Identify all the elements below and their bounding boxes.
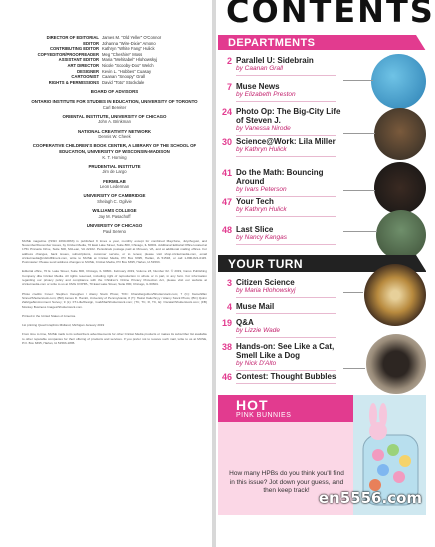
- staff-role: ASSISTANT EDITOR: [58, 57, 99, 63]
- toc-entry[interactable]: [218, 318, 343, 338]
- staff-name: Meg "Cheshire" Moss: [102, 51, 143, 57]
- entry-title: Last Slice: [236, 225, 274, 234]
- entry-title: Muse Mail: [236, 302, 275, 311]
- staff-name: Maria "Mehitabel" Hlohowskyj: [102, 57, 158, 63]
- column-gutter: [212, 0, 216, 547]
- page-number: 46: [221, 372, 232, 382]
- bunny-illustration: [318, 395, 426, 515]
- entry-byline: by Ivars Peterson: [236, 186, 287, 193]
- staff-list: [22, 35, 207, 85]
- entry-divider: [236, 216, 336, 217]
- staff-name: Nicole "Scooby-Doo" Welch: [102, 62, 154, 68]
- page-number: 47: [221, 197, 232, 207]
- entry-title: Citizen Science: [236, 278, 295, 287]
- staff-name: Kathryn "White Fang" Hulick: [102, 46, 155, 52]
- staff-role: ART DIRECTOR: [67, 62, 99, 68]
- masthead: [22, 35, 207, 345]
- entry-title: Q&A: [236, 318, 254, 327]
- entry-byline: by Caanan Grall: [236, 65, 283, 72]
- toc-entry[interactable]: [218, 225, 343, 245]
- advisor-institution: NATIONAL CREATIVITY NETWORK: [77, 128, 152, 134]
- hot-pink-bunnies-header: [218, 395, 353, 422]
- entry-divider: [236, 101, 336, 102]
- advisor-institution: PRUDENTIAL INSTITUTE: [88, 163, 141, 169]
- hot-bunnies-text: How many HPBs do you think you'll find in this issue? Jot down your guess, and then keep track!: [229, 470, 344, 494]
- entry-byline: by Nancy Kangas: [236, 234, 287, 241]
- pointer-line: [343, 190, 375, 191]
- hot-title: HOT: [236, 397, 269, 413]
- advisor-institution: ORIENTAL INSTITUTE, UNIVERSITY OF CHICAGO: [62, 113, 167, 119]
- staff-name: David "Toto" Stockdale: [102, 79, 145, 85]
- entry-byline: by Kathryn Hulick: [236, 146, 287, 153]
- staff-role: CARTOONIST: [71, 74, 99, 80]
- toc-entry[interactable]: [218, 82, 343, 102]
- toc-entry[interactable]: [218, 107, 343, 136]
- page-number: 19: [221, 318, 232, 328]
- entry-byline: by Lizzie Wade: [236, 327, 280, 334]
- watermark: en5556.com: [318, 489, 422, 507]
- entry-divider: [236, 337, 336, 338]
- staff-role: DIRECTOR OF EDITORIAL: [46, 35, 99, 40]
- fineprint-paragraph: Photo credits: Cover: Stephen Voneghen / Alamy Stock Photo; TOC: Chandlerguilton/Shutterstock.com; 7 (C): KamolWan Sinnet/Shutterstock.com; (BR) James D. Hamitt, University of Pennsylvania; 8 (T): Hatrel Kaluzhnyy / Alamy Stock Photo; (BC) Quinn Zabrige/Environment Survey; 9 (L): FT-Lille/Design, GudZiba/Shutterstock.com; (TC, TC, R, TC, E): Oscalar/Shutterstock.com; (FB) Monkey Business Images/Shutterstock.com.: [22, 291, 207, 309]
- your-turn-header: YOUR TURN: [218, 255, 426, 272]
- page-number: 7: [226, 82, 232, 92]
- advisor-institution: FERMILAB: [103, 178, 126, 184]
- entry-title: Do the Math: Bouncing Around: [236, 168, 324, 186]
- page-number: 2: [226, 56, 232, 66]
- fineprint-paragraph: Editorial office, 70 E. Lake Street, Suite 800, Chicago, IL 60601. February 2019, Volume 23, Number 02. © 2019, Carus Publishing Company dba Cricket Media. All rights reserved, including right of reproduction in whole or in part, in any form. For information regarding our privacy policy and compliance with the Children's Online Privacy Protection Act, please visit our website at cricketmedia.com or write to us at CMG COPPA, 70 East Lake Street, Suite 800, Chicago, IL 60601.: [22, 269, 207, 287]
- advisor-name: Shelagh C. Ogilvie: [97, 198, 132, 204]
- entry-title: Muse News: [236, 82, 280, 91]
- toc-entry[interactable]: [218, 56, 343, 76]
- toc-entry[interactable]: [218, 197, 343, 217]
- pointer-line: [343, 368, 365, 369]
- page-number: 41: [221, 168, 232, 178]
- advisors-list: [22, 89, 207, 233]
- advisor-institution: WILLIAMS COLLEGE: [92, 208, 137, 214]
- staff-name: Caanan "Snoopy" Grall: [102, 74, 146, 80]
- advisor-institution: UNIVERSITY OF CAMBRIDGE: [83, 193, 146, 199]
- page-title: CONTENTS: [226, 0, 435, 30]
- advisor-institution: BOARD OF ADVISORS: [90, 89, 139, 95]
- advisor-name: Carl Bereiter: [102, 104, 127, 110]
- entry-title: Your Tech: [236, 197, 274, 206]
- entry-byline: by Nick D'Alto: [236, 360, 277, 367]
- page-number: 24: [221, 107, 232, 117]
- fineprint-paragraph: Printed in the United States of America.: [22, 313, 76, 318]
- advisor-name: K. T. Horning: [102, 154, 127, 160]
- staff-role: CONTRIBUTING EDITOR: [49, 46, 99, 52]
- toc-entry[interactable]: [218, 302, 343, 314]
- entry-byline: by Maria Hlohowskyj: [236, 287, 296, 294]
- hot-subtitle: PINK BUNNIES: [236, 412, 292, 419]
- cat-eye-photo: [364, 264, 426, 326]
- staff-name: Kevin L. "Hobbes" Cuasay: [102, 68, 152, 74]
- staff-name: Johanna "Wire-Dixie" Amono: [102, 40, 156, 46]
- departments-list: [218, 50, 426, 255]
- toc-entry[interactable]: [218, 372, 343, 384]
- fineprint-paragraph: From time to time, MUSE mails to its subscribers advertisements for other Cricket Media products or makes its subscriber list available to other reputable companies for their offering of products and services. If you prefer not to receive such mail, write to us at MUSE, P.O. Box 6395, Harlan, IA 51593-1895.: [22, 332, 207, 346]
- entry-byline: by Vanessa Nirode: [236, 125, 291, 132]
- masthead-row: [22, 80, 207, 86]
- page-number: 4: [226, 302, 232, 312]
- pointer-line: [343, 133, 375, 134]
- staff-role: RIGHTS & PERMISSIONS: [48, 79, 99, 85]
- pointer-line: [343, 292, 363, 293]
- city-photo: [374, 108, 426, 160]
- entry-divider: [236, 156, 336, 157]
- pointer-line: [343, 231, 377, 232]
- entry-title: Parallel U: Sidebrain: [236, 56, 314, 65]
- entry-title: Science@Work: Lila Miller: [236, 137, 336, 146]
- advisor-name: John A. Brinkman: [98, 119, 131, 125]
- entry-divider: [236, 383, 336, 384]
- entry-title: Hands-on: See Like a Cat, Smell Like a Dog: [236, 342, 335, 360]
- page-number: 3: [226, 278, 232, 288]
- entry-divider: [236, 244, 336, 245]
- staff-name: James M. "Old Yeller" O'Connor: [102, 35, 162, 40]
- entry-byline: by Elizabeth Preston: [236, 91, 296, 98]
- entry-title: Contest: Thought Bubbles: [236, 372, 337, 381]
- pointer-line: [343, 80, 373, 81]
- staff-role: DESIGNER: [77, 68, 99, 74]
- contents-column: [218, 35, 426, 422]
- advisor-name: Paul Sereno: [102, 228, 127, 234]
- toc-entry[interactable]: [218, 168, 343, 197]
- advisor-name: Jim de Largo: [102, 169, 127, 175]
- entry-divider: [236, 313, 336, 314]
- advisor-institution: ONTARIO INSTITUTE FOR STUDIES IN EDUCATION, UNIVERSITY OF TORONTO: [31, 98, 198, 104]
- advisor-name: Jay M. Pasachoff: [98, 213, 131, 219]
- entry-byline: by Kathryn Hulick: [236, 206, 287, 213]
- advisor-name: Dennis W. Cheek: [98, 134, 131, 140]
- toc-entry[interactable]: [218, 137, 343, 157]
- advisor-institution: COOPERATIVE CHILDREN'S BOOK CENTER, A LIBRARY OF THE SCHOOL OF EDUCATION, UNIVERSITY OF WISCONSIN-MADISON: [32, 143, 197, 154]
- departments-header: DEPARTMENTS: [218, 35, 426, 50]
- dog-nose-photo: [366, 334, 426, 394]
- entry-divider: [236, 135, 336, 136]
- fineprint-paragraph: 1st printing Quad Graphics Midland, Michigan January 2019: [22, 323, 105, 328]
- dog-photo: [376, 210, 426, 260]
- page-number: 38: [221, 342, 232, 352]
- toc-entry[interactable]: [218, 278, 343, 298]
- toc-entry[interactable]: [218, 342, 343, 371]
- advisor-institution: UNIVERSITY OF CHICAGO: [86, 222, 143, 228]
- entry-title: Photo Op: The Big-City Life of Steven J.: [236, 107, 341, 125]
- staff-role: COPYEDITOR/PROOFREADER: [37, 51, 99, 57]
- page-number: 48: [221, 225, 232, 235]
- sidebrain-illustration: [371, 54, 426, 109]
- page-number: 30: [221, 137, 232, 147]
- fineprint-paragraph: MUSE magazine (ISSN 1090-0063) is published 9 times a year, monthly except for combined May/June, July/August, and November/December issues, by Cricket Media, 70 East Lake Street, Suite 800, Chicago, IL 60601. Additional Editorial Office located at 1751 Pinnacle Drive, Suite 600, McLean, VA 22102. Periodicals postage paid at McLean, VA, and at additional mailing offices. For address changes, back issues, subscriptions, customer service, or to renew, please visit shop.cricketmedia.com, email cricketmedia@cdsfulfillment.com, write to MUSE at Cricket Media, PO Box 6395, Harlan, IA 51593, or call 1-800-821-0115. Postmaster: Please send address changes to MUSE, Cricket Media, PO Box 6395, Harlan, IA 51593.: [22, 238, 207, 265]
- entry-divider: [236, 75, 336, 76]
- fineprint: [22, 239, 207, 346]
- entry-divider: [236, 297, 336, 298]
- entry-divider: [236, 370, 336, 371]
- advisor-name: Leon Lederman: [99, 184, 130, 190]
- staff-role: EDITOR: [83, 40, 99, 46]
- cat-photo: [374, 162, 426, 214]
